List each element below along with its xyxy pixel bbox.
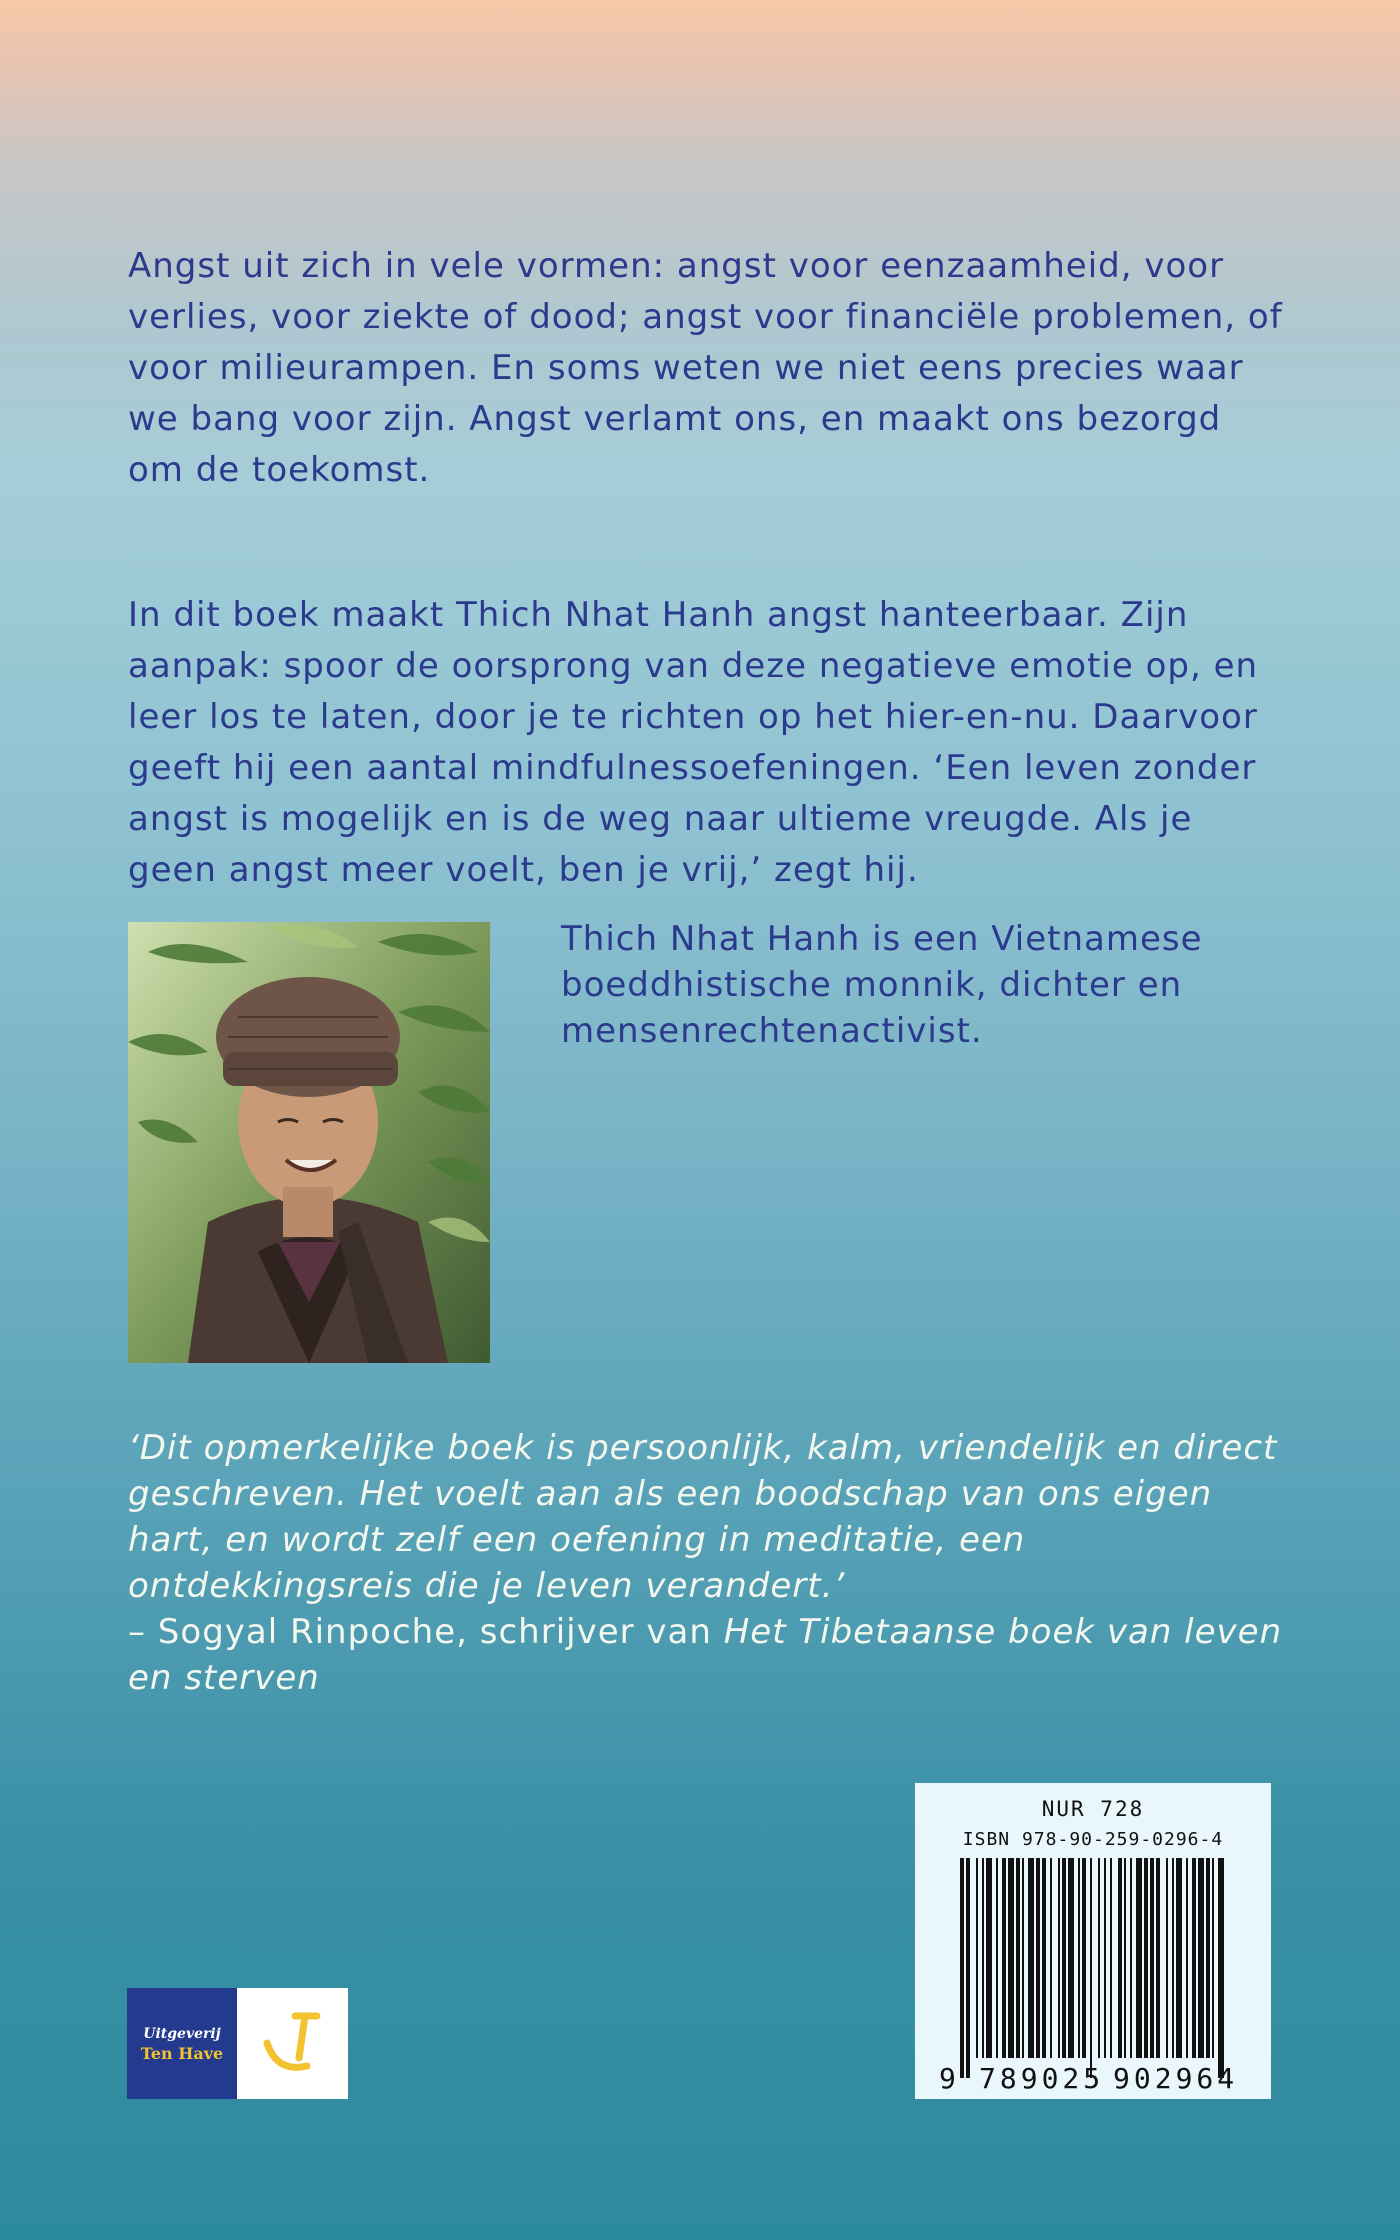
- isbn-number: ISBN 978-90-259-0296-4: [962, 1829, 1224, 1850]
- review-quote: [128, 1425, 1288, 1701]
- author-portrait: [128, 922, 490, 1363]
- ten-have-logo-icon: [237, 1988, 348, 2099]
- ean-left-digits: 789025: [979, 2062, 1105, 2095]
- author-bio: Thich Nhat Hanh is een Vietnamese boeddhistische monnik, dichter en mensenrechtenactivist.: [561, 919, 1203, 1051]
- publisher-name-block: [127, 1988, 237, 2099]
- nur-code: NUR 728: [1041, 1797, 1145, 1821]
- quote-text: ‘Dit opmerkelijke boek is persoonlijk, kalm, vriendelijk en direct geschreven. Het voelt aan als een boodschap van ons eigen hart, en wordt zelf een oefening in meditatie, een ontdekkingsreis die je leven verandert.’: [128, 1428, 1278, 1606]
- publisher-line2: Ten Have: [140, 2043, 224, 2063]
- quote-attribution: [128, 1609, 1288, 1701]
- description-paragraph-1: Angst uit zich in vele vormen: angst voor eenzaamheid, voor verlies, voor ziekte of dood; angst voor financiële problemen, of voor milieurampen. En soms weten we niet eens precies waar we bang voor zijn. Angst verlamt ons, en maakt ons bezorgd om de toekomst.: [128, 246, 1283, 490]
- ean-first-digit: 9: [939, 2062, 956, 2095]
- isbn-barcode: [915, 1783, 1271, 2099]
- barcode-bars: [960, 1858, 1226, 2078]
- publisher-logo: [127, 1988, 348, 2099]
- ean-right-digits: 902964: [1113, 2062, 1239, 2095]
- author-portrait-illustration: [128, 922, 490, 1363]
- quote-attribution-prefix: – Sogyal Rinpoche, schrijver van: [128, 1612, 724, 1652]
- quote-attribution-book: Het Tibetaanse boek van leven en sterven: [128, 1612, 1283, 1698]
- description-paragraph-2: In dit boek maakt Thich Nhat Hanh angst hanteerbaar. Zijn aanpak: spoor de oorsprong van deze negatieve emotie op, en leer los te laten, door je te richten op het hier-en-nu. Daarvoor geeft hij een aantal mindfulnessoefeningen. ‘Een leven zonder angst is mogelijk en is de weg naar ultieme vreugde. Als je geen angst meer voelt, ben je vrij,’ zegt hij.: [128, 595, 1259, 890]
- publisher-line1: Uitgeverij: [143, 2025, 221, 2042]
